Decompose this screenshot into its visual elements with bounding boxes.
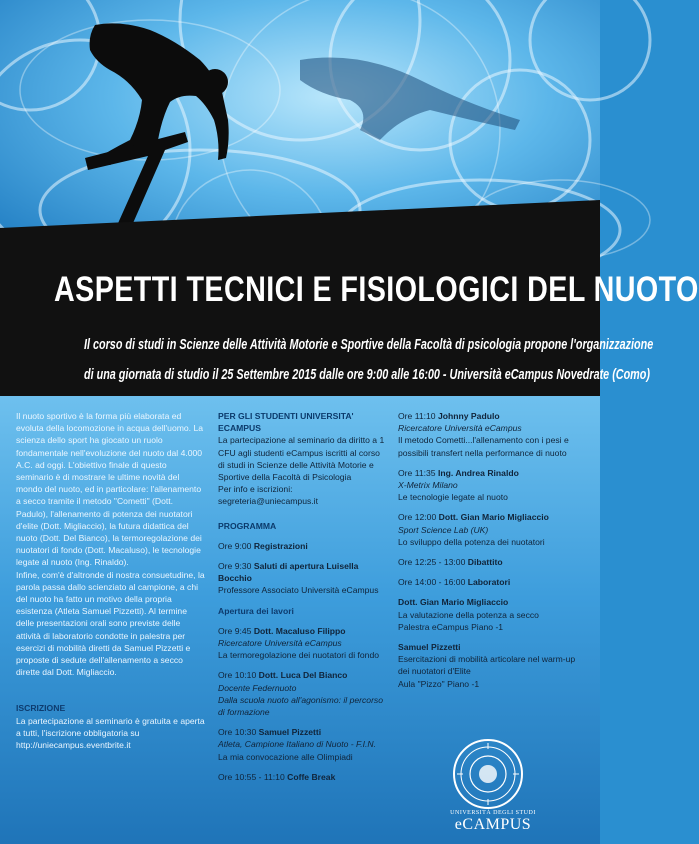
studenti-heading: PER GLI STUDENTI UNIVERSITA' ECAMPUS (218, 411, 354, 434)
registrazioni-item: Ore 9:00 Registrazioni (218, 540, 308, 551)
swimmer-illustration (0, 0, 600, 275)
program-column-2 (398, 410, 588, 690)
logo-ecampus-text: eCAMPUS (454, 816, 532, 833)
hero-image (0, 0, 600, 275)
laboratori-item: Ore 14:00 - 16:00 Laboratori (398, 577, 511, 588)
intro-paragraph-2: Infine, com'è d'altronde di nostra consuetudine, la parola passa dallo scienziato al campione, a chi del nuoto ha fatto un motivo della propria esistenza (Atleta Samuel Pizzetti). Al termine delle presentazioni orali sono previste delle attività di laboratorio condotte in palestra per esercizi di mobilità diretti da Samuel Pizzetti e proposte di sedute dell'allenamento a secco dirette dal Dott. Migliaccio. (16, 569, 205, 678)
iscrizione-url[interactable]: http://uniecampus.eventbrite.it (16, 740, 131, 751)
studenti-text: La partecipazione al seminario da diritto a 1 CFU agli studenti eCampus iscritti al corso di studi in Scienze delle Attività Motorie e Sportive della Facoltà di Psicologia (218, 435, 385, 483)
iscrizione-text: La partecipazione al seminario è gratuita e aperta a tutti, l'iscrizione obbligatoria su (16, 715, 205, 738)
intro-column (16, 410, 206, 751)
talk-item: Ore 10:30 Samuel Pizzetti Atleta, Campione Italiano di Nuoto - F.I.N. La mia convocazione alle Olimpiadi (218, 727, 376, 762)
lab-item: Samuel Pizzetti Esercitazioni di mobilità articolare nel warm-up dei nuotatori d'Elite Aula "Pizzo" Piano -1 (398, 642, 576, 689)
saluti-item: Ore 9:30 Saluti di apertura Luisella Bocchio (218, 561, 359, 584)
apertura-heading: Apertura dei lavori (218, 605, 294, 616)
subtitle-line-2: di una giornata di studio il 25 Settembre 2015 dalle ore 9:00 alle 16:00 - Università eCampus Novedrate (Como) (83, 366, 650, 383)
programma-heading: PROGRAMMA (218, 520, 277, 531)
program-column-1 (218, 410, 388, 783)
talk-item: Ore 11:35 Ing. Andrea Rinaldo X-Metrix Milano Le tecnologie legate al nuoto (398, 467, 519, 503)
lab-item: Dott. Gian Mario Migliaccio La valutazione della potenza a secco Palestra eCampus Piano -1 (398, 597, 539, 632)
university-seal-icon (452, 738, 524, 810)
saluti-role: Professore Associato Università eCampus (218, 585, 379, 596)
studenti-contact[interactable]: Per info e iscrizioni: segreteria@uniecampus.it (218, 484, 318, 507)
subtitle-line-1: Il corso di studi in Scienze delle Attività Motorie e Sportive della Facoltà di psicologia propone l'organizzazione (83, 336, 654, 353)
talk-item: Ore 12:00 Dott. Gian Mario Migliaccio Sport Science Lab (UK) Lo sviluppo della potenza dei nuotatori (398, 512, 549, 547)
iscrizione-heading: ISCRIZIONE (16, 703, 66, 714)
poster-title: ASPETTI TECNICI E FISIOLOGICI DEL NUOTO (54, 270, 699, 309)
intro-paragraph-1: Il nuoto sportivo è la forma più elaborata ed evoluta della locomozione in acqua dell'uomo. La scienza dello sport ha giocato un ruolo fondamentale nell'evoluzione del nuoto dal 4.000 A.C. ad oggi. L'obiettivo finale di questo seminario è di mostrare le ultime novità del mondo del nuoto, ed in particolare: l'allenamento a secco tramite il metodo "Cometti" (Dott. Padulo), l'allenamento di potenza dei nuotatori d'elite (Dott. Migliaccio), la futura didattica del nuoto (Dott. Del Bianco), la termoregolazione dei nuotatori di fondo (Dott. Macaluso), le tecnologie legate al nuoto (Ing. Rinaldo). (16, 411, 204, 568)
talk-item: Ore 10:10 Dott. Luca Del Bianco Docente Federnuoto Dalla scuola nuoto all'agonismo: il percorso di formazione (218, 670, 384, 718)
coffee-break-item: Ore 10:55 - 11:10 Coffe Break (218, 771, 336, 782)
dibattito-item: Ore 12:25 - 13:00 Dibattito (398, 557, 503, 568)
talk-item: Ore 11:10 Johnny Padulo Ricercatore Università eCampus Il metodo Cometti...l'allenamento con i pesi e possibili transfert nella performance di nuoto (398, 411, 569, 458)
talk-item: Ore 9:45 Dott. Macaluso Filippo Ricercatore Università eCampus La termoregolazione dei nuotatori di fondo (218, 625, 380, 661)
logo-university-text: UNIVERSITÀ DEGLI STUDI (450, 810, 536, 816)
